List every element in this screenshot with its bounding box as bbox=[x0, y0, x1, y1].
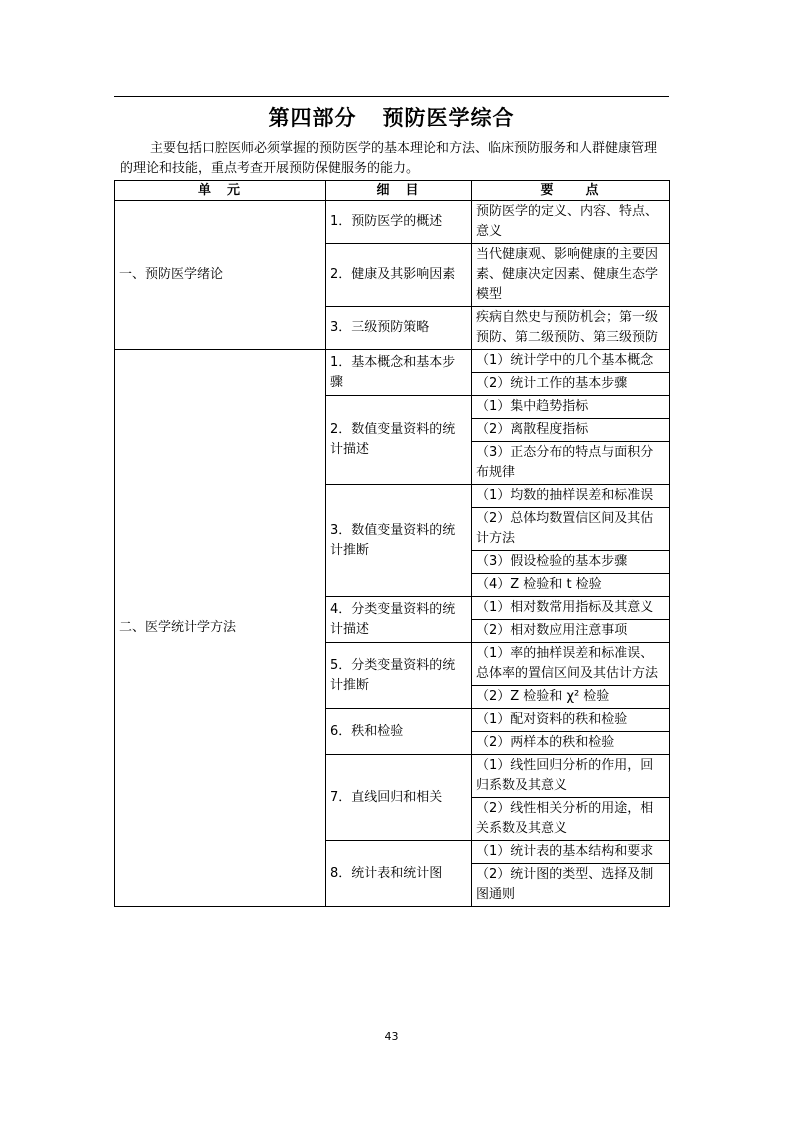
detail-cell: 2．数值变量资料的统计描述 bbox=[326, 396, 472, 485]
detail-cell: 1．预防医学的概述 bbox=[326, 201, 472, 244]
point-cell: （2）相对数应用注意事项 bbox=[472, 620, 670, 643]
point-cell: 当代健康观、影响健康的主要因素、健康决定因素、健康生态学模型 bbox=[472, 244, 670, 307]
header-unit-char-1: 单 bbox=[197, 183, 213, 198]
unit-cell: 一、预防医学绪论 bbox=[115, 201, 326, 350]
point-cell: （1）配对资料的秩和检验 bbox=[472, 709, 670, 732]
detail-cell: 3．三级预防策略 bbox=[326, 307, 472, 350]
unit-cell: 二、医学统计学方法 bbox=[115, 350, 326, 907]
table-row bbox=[115, 201, 670, 244]
header-detail-char-1: 细 bbox=[376, 183, 392, 198]
point-cell: 预防医学的定义、内容、特点、意义 bbox=[472, 201, 670, 244]
table-header-row bbox=[115, 181, 670, 201]
detail-cell: 5．分类变量资料的统计推断 bbox=[326, 643, 472, 709]
detail-cell: 3．数值变量资料的统计推断 bbox=[326, 485, 472, 597]
header-detail bbox=[326, 181, 472, 201]
point-cell: （1）率的抽样误差和标准误、总体率的置信区间及其估计方法 bbox=[472, 643, 670, 686]
header-points-char-2: 点 bbox=[585, 183, 601, 198]
detail-cell: 1．基本概念和基本步骤 bbox=[326, 350, 472, 396]
title-part: 第四部分 bbox=[268, 105, 357, 130]
point-cell: （2）总体均数置信区间及其估计方法 bbox=[472, 508, 670, 551]
point-cell: （2）线性相关分析的用途，相关系数及其意义 bbox=[472, 798, 670, 841]
intro-paragraph: 主要包括口腔医师必须掌握的预防医学的基本理论和方法、临床预防服务和人群健康管理的理论和技能，重点考查开展预防保健服务的能力。 bbox=[120, 141, 658, 176]
point-cell: （2）离散程度指标 bbox=[472, 419, 670, 442]
detail-cell: 2．健康及其影响因素 bbox=[326, 244, 472, 307]
point-cell: 疾病自然史与预防机会；第一级预防、第二级预防、第三级预防 bbox=[472, 307, 670, 350]
table-row bbox=[115, 350, 670, 373]
header-detail-char-2: 目 bbox=[405, 183, 421, 198]
point-cell: （2）统计工作的基本步骤 bbox=[472, 373, 670, 396]
header-unit bbox=[115, 181, 326, 201]
detail-cell: 6．秩和检验 bbox=[326, 709, 472, 755]
point-cell: （1）线性回归分析的作用，回归系数及其意义 bbox=[472, 755, 670, 798]
header-rule bbox=[114, 96, 669, 97]
point-cell: （1）集中趋势指标 bbox=[472, 396, 670, 419]
title-name: 预防医学综合 bbox=[382, 105, 515, 130]
point-cell: （1）均数的抽样误差和标准误 bbox=[472, 485, 670, 508]
page-number: 43 bbox=[384, 1030, 399, 1043]
detail-cell: 4．分类变量资料的统计描述 bbox=[326, 597, 472, 643]
detail-cell: 7．直线回归和相关 bbox=[326, 755, 472, 841]
syllabus-table bbox=[114, 180, 670, 907]
point-cell: （1）统计学中的几个基本概念 bbox=[472, 350, 670, 373]
point-cell: （4）Z 检验和 t 检验 bbox=[472, 574, 670, 597]
point-cell: （3）假设检验的基本步骤 bbox=[472, 551, 670, 574]
detail-cell: 8．统计表和统计图 bbox=[326, 841, 472, 907]
header-points bbox=[472, 181, 670, 201]
point-cell: （1）统计表的基本结构和要求 bbox=[472, 841, 670, 864]
point-cell: （2）统计图的类型、选择及制图通则 bbox=[472, 864, 670, 907]
point-cell: （2）Z 检验和 χ² 检验 bbox=[472, 686, 670, 709]
point-cell: （3）正态分布的特点与面积分布规律 bbox=[472, 442, 670, 485]
point-cell: （1）相对数常用指标及其意义 bbox=[472, 597, 670, 620]
header-points-char-1: 要 bbox=[540, 183, 556, 198]
page-title bbox=[114, 102, 669, 132]
point-cell: （2）两样本的秩和检验 bbox=[472, 732, 670, 755]
header-unit-char-2: 元 bbox=[227, 183, 243, 198]
